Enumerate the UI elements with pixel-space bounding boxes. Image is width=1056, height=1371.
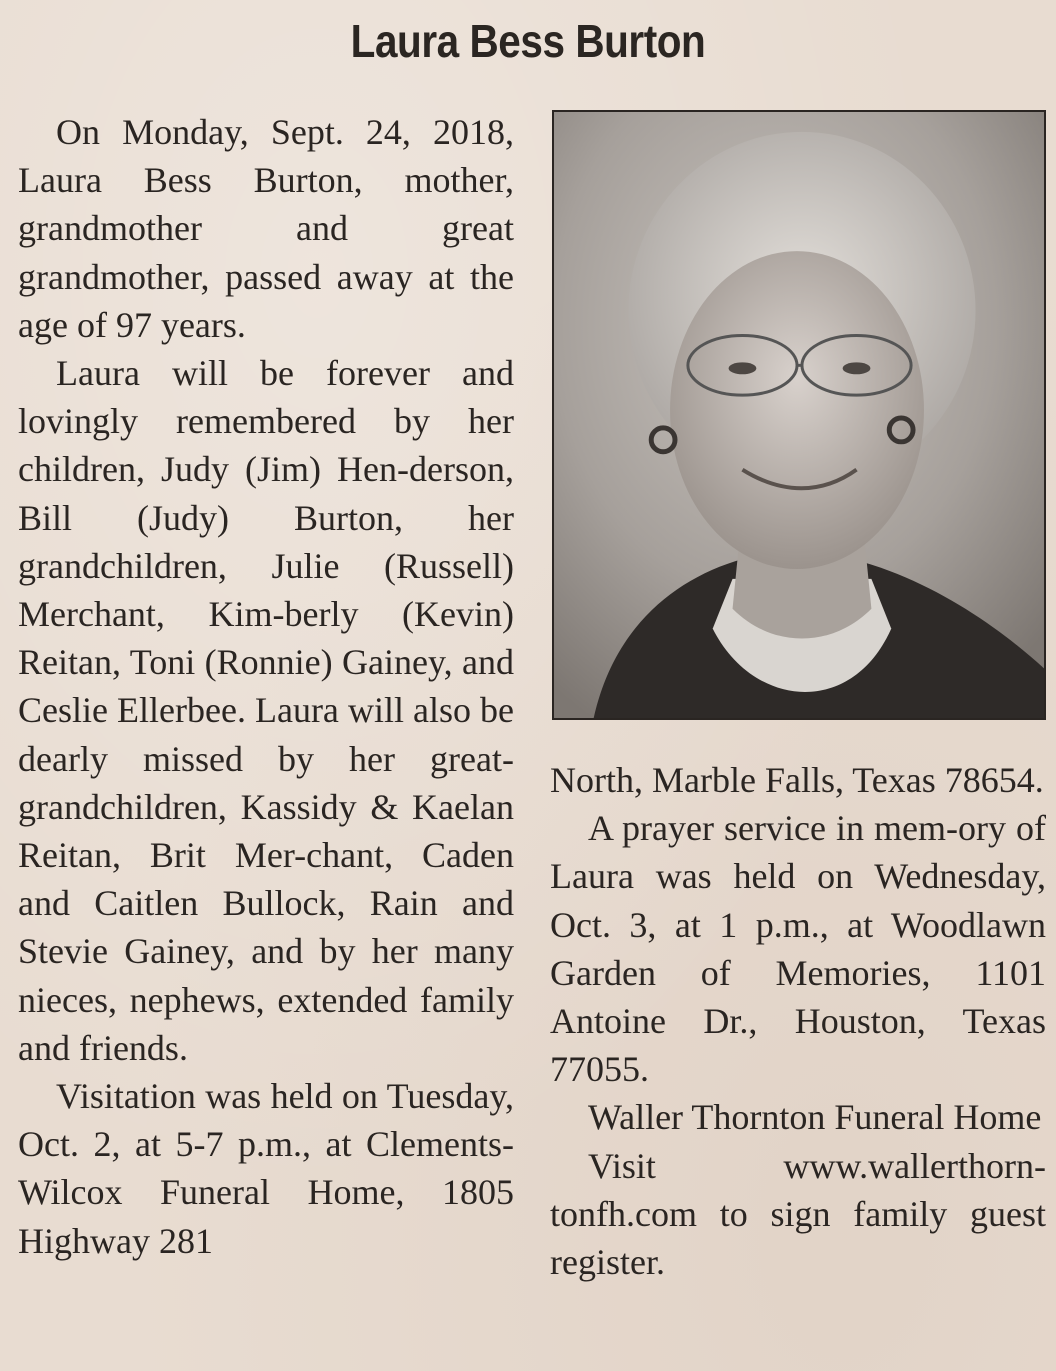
- portrait-image: [554, 112, 1044, 718]
- right-column: [550, 756, 1046, 1286]
- paragraph-visitation: Visitation was held on Tuesday, Oct. 2, at 5-7 p.m., at Clements-Wilcox Funeral Home, 1805 Highway 281: [18, 1076, 514, 1261]
- obituary-title: Laura Bess Burton: [350, 15, 706, 67]
- paragraph-address-continued: North, Marble Falls, Texas 78654.: [550, 760, 1044, 800]
- portrait-photo: [552, 110, 1046, 720]
- paragraph-funeral-home: Waller Thornton Funeral Home: [588, 1097, 1042, 1138]
- paragraph-survivors: Laura will be forever and lovingly remembered by her children, Judy (Jim) Hen-derson, Bill (Judy) Burton, her grandchildren, Julie (Russell) Merchant, Kim-berly (Kevin) Reitan, Toni (Ronnie) Gainey, and Ceslie Ellerbee. Laura will also be dearly missed by her great-grandchildren, Kassidy & Kaelan Reitan, Brit Mer-chant, Caden and Caitlen Bullock, Rain and Stevie Gainey, and by her many nieces, nephews, extended family and friends.: [18, 353, 514, 1068]
- paragraph-guest-register: Visit www.wallerthorn-tonfh.com to sign family guest register.: [550, 1145, 1046, 1283]
- paragraph-prayer-service: A prayer service in mem-ory of Laura was held on Wednesday, Oct. 3, at 1 p.m., at Woodlawn Garden of Memories, 1101 Antoine Dr., Houston, Texas 77055.: [550, 808, 1046, 1090]
- left-column: [18, 108, 514, 1265]
- paragraph-death-notice: On Monday, Sept. 24, 2018, Laura Bess Burton, mother, grandmother and great grandmother, passed away at the age of 97 years.: [18, 112, 514, 345]
